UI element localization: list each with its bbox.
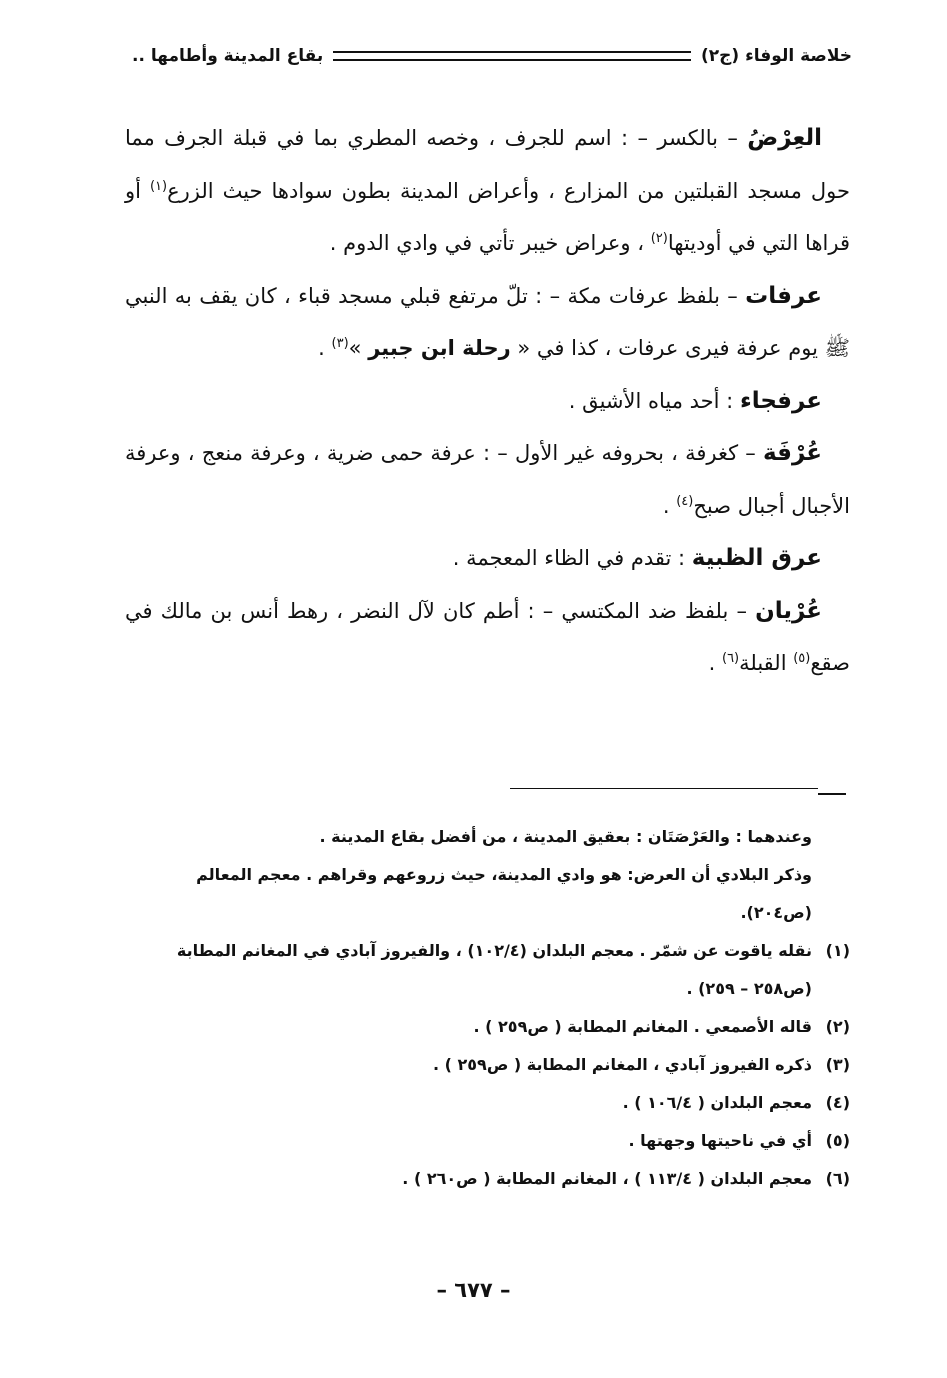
footnote-number: (٣): [825, 1055, 850, 1074]
entry-uryan: [125, 585, 850, 690]
footnote-3: [125, 1046, 850, 1084]
entry-text: .: [662, 493, 677, 518]
footnote-ref: (٦): [721, 651, 740, 666]
footnote-separator: [510, 788, 818, 789]
footnote-ref: (٤): [676, 493, 694, 509]
page-number: – ٦٧٧ –: [436, 1278, 511, 1302]
entry-urfa: [125, 427, 850, 532]
headword: عرق الظبية: [691, 545, 822, 571]
footnote-4: [125, 1084, 850, 1122]
footnote-5: [125, 1122, 850, 1160]
entry-text: – بالكسر – : اسم للجرف ، وخصه المطري بما في قبلة الجرف مما حول مسجد القبلتين من المزارع ، وأعراض المدينة بطون سوادها حيث الزرع: [125, 126, 850, 203]
footnote-number: (١): [825, 941, 850, 960]
footnote-number: (٦): [825, 1169, 850, 1188]
footnote-ref: (٣): [331, 336, 349, 351]
footnote-2: [125, 1008, 850, 1046]
footnote-text: نقله ياقوت عن شمّر . معجم البلدان (١٠٢/٤) ، والفيروز آبادي في المغانم المطابة (ص٢٥٨ – ٢٥٩) .: [176, 941, 812, 998]
footnote-text: قاله الأصمعي . المغانم المطابة ( ص٢٥٩ ) .: [473, 1017, 812, 1036]
headword: عُرْفَة: [762, 440, 822, 466]
footnote-1: [125, 932, 850, 1008]
headword: عرفات: [745, 282, 822, 309]
book-reference: رحلة ابن جبير: [368, 336, 511, 360]
footnote-continuation: وعندهما : والعَرْصَتَان : بعقيق المدينة ، من أفضل بقاع المدينة .: [319, 827, 812, 846]
footnote-text: معجم البلدان ( ١٠٦/٤ ) .: [622, 1093, 812, 1112]
entry-text: ، وعراض خيبر تأتي في وادي الدوم .: [329, 231, 651, 255]
entry-text: .: [708, 651, 722, 675]
entry-text: – بلفظ عرفات مكة – : تلّ مرتفع قبلي مسجد قباء ، كان يقف به النبي ﷺ يوم عرفة فيرى عرفات ، كذا في «: [125, 283, 850, 360]
footnotes: [125, 818, 850, 1198]
section-title: بقاع المدينة وأطامها ..: [132, 46, 324, 66]
entry-text: – بلفظ ضد المكتسي – : أطم كان لآل النضر ، رهط أنس بن مالك في صقع: [125, 598, 850, 675]
running-header: [132, 36, 852, 76]
entry-al-ird: [125, 112, 850, 270]
entry-irq-al-zabya: [125, 532, 850, 585]
headword: عُرْيان: [755, 597, 822, 624]
entry-text: : تقدم في الظاء المعجمة .: [452, 546, 692, 570]
footnote-ref: (٥): [793, 651, 811, 666]
entry-text: – كغرفة ، بحروفه غير الأول – : عرفة حمى ضرية ، وعرفة منعج ، وعرفة الأجبال أجبال صبح: [125, 441, 850, 518]
footnote-number: (٥): [825, 1131, 850, 1150]
headword: العِرْضُ: [747, 125, 822, 151]
footnote-ref: (٢): [650, 231, 668, 246]
entry-arafat: [125, 270, 850, 375]
main-text: [125, 112, 850, 690]
entry-text: أو قراها التي في أوديتها: [125, 178, 850, 255]
footnote-number: (٢): [825, 1017, 850, 1036]
header-rule: [333, 51, 691, 61]
footnote-text: أي في ناحيتها وجهتها .: [628, 1131, 812, 1150]
entry-text: .: [318, 336, 332, 360]
entry-text: : أحد مياه الأشيق .: [568, 388, 740, 413]
book-title: خلاصة الوفاء (ج٢): [700, 46, 852, 66]
footnote-text: ذكره الفيروز آبادي ، المغانم المطابة ( ص٢٥٩ ) .: [432, 1055, 812, 1074]
footnote-ref: (١): [149, 178, 168, 194]
headword: عرفجاء: [739, 387, 822, 414]
footnote-text: معجم البلدان ( ١١٣/٤ ) ، المغانم المطابة ( ص٢٦٠ ) .: [402, 1169, 812, 1188]
footnote-number: (٤): [825, 1093, 850, 1112]
entry-arfaja: [125, 375, 850, 428]
entry-text: »: [348, 336, 369, 360]
footnote-separator-dash: [818, 793, 846, 795]
entry-text: القبلة: [739, 651, 794, 675]
footnote-continuation: وذكر البلادي أن العرض: هو وادي المدينة، حيث زروعهم وقراهم . معجم المعالم (ص٢٠٤).: [196, 865, 812, 922]
footnote-6: [125, 1160, 850, 1198]
